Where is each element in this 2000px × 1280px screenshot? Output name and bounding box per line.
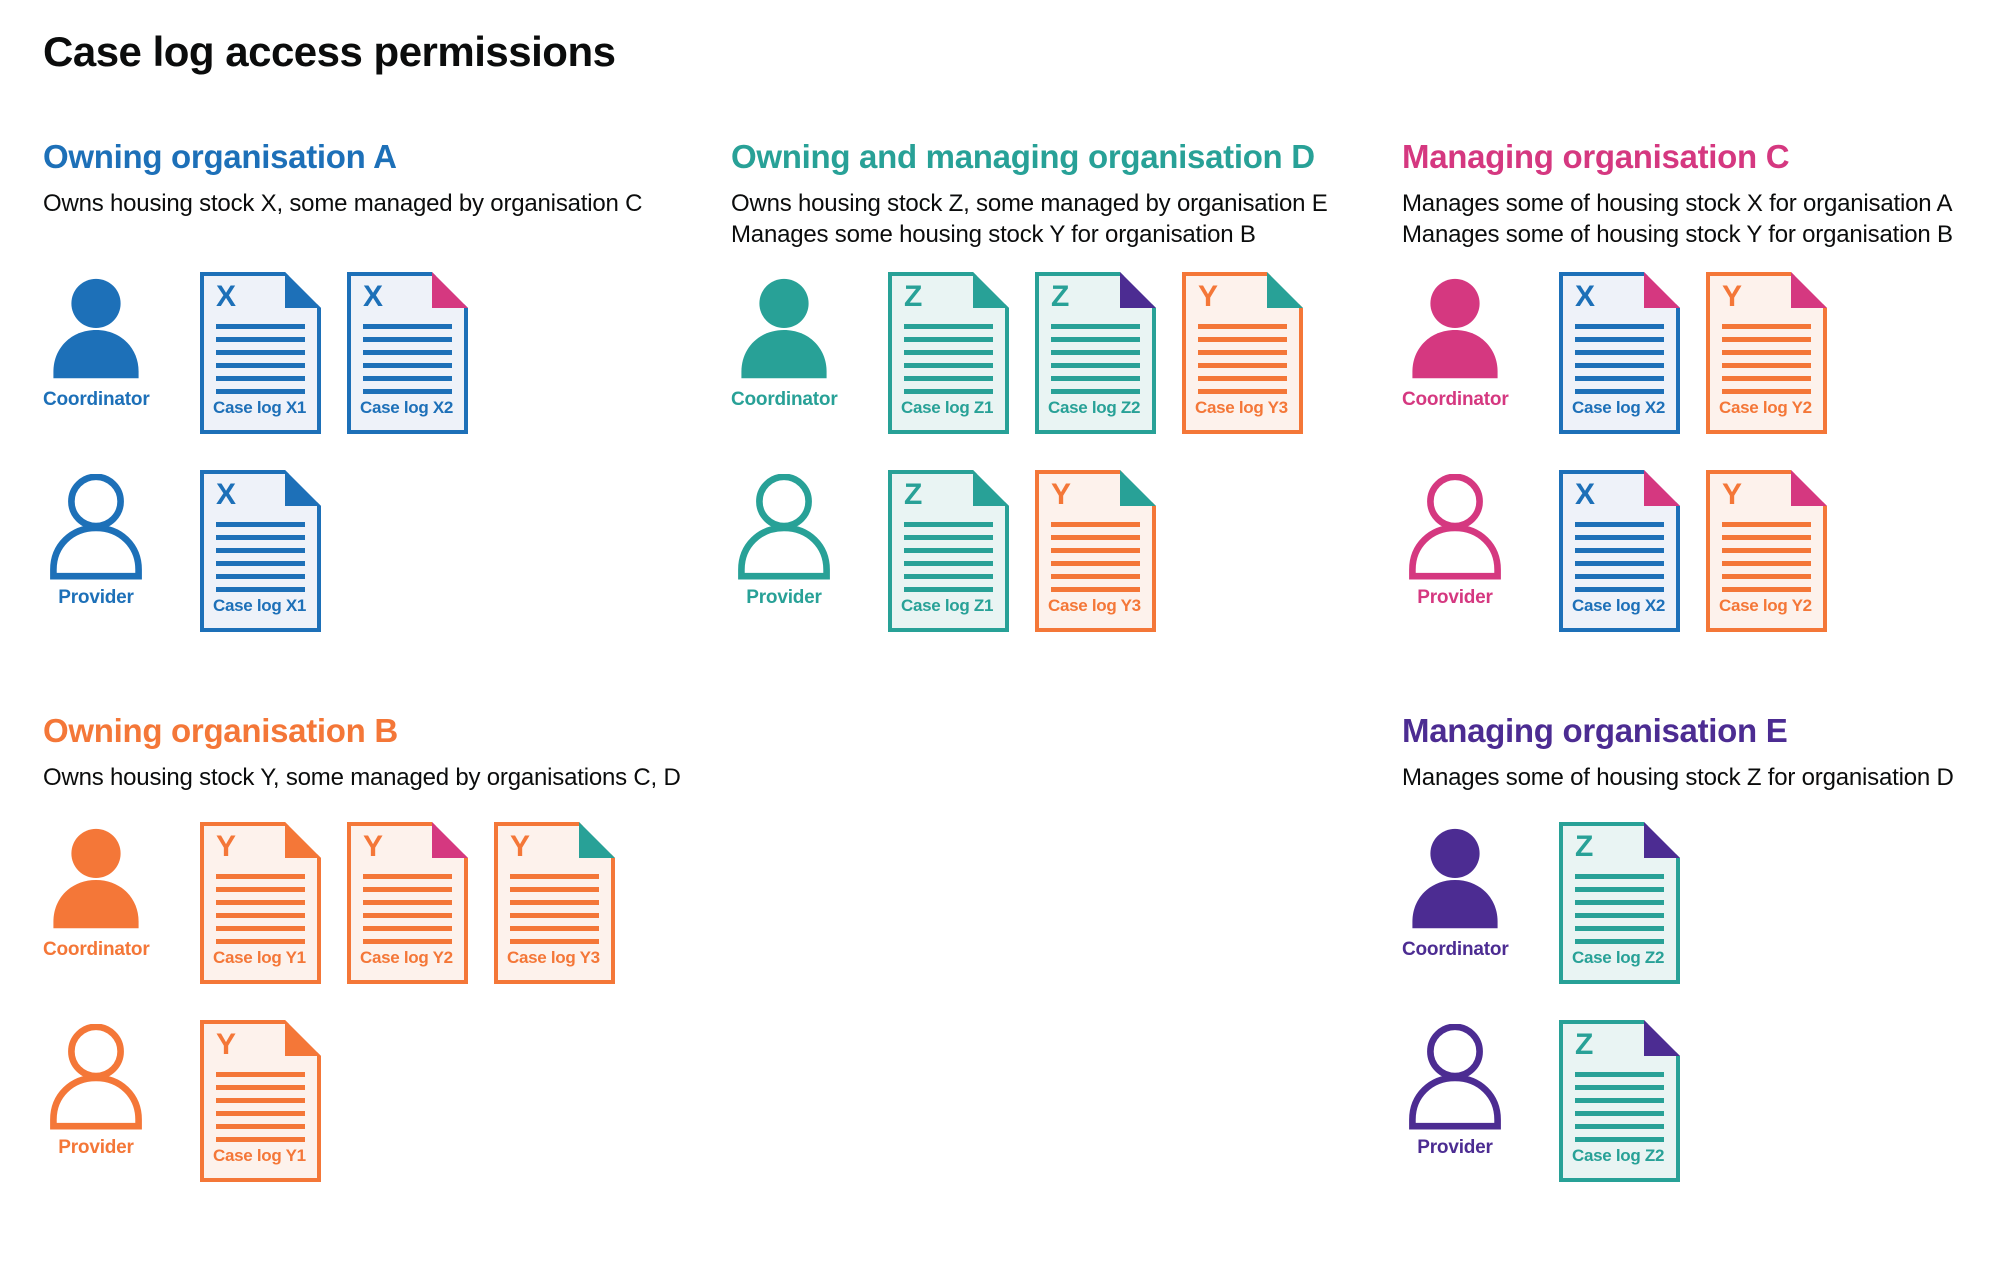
- document-lines-icon: [363, 874, 452, 944]
- document-lines-icon: [904, 324, 993, 394]
- section-heading: Owning and managing organisation D: [731, 138, 1315, 175]
- case-log-document: [347, 272, 468, 434]
- provider-person-icon: [1405, 1024, 1505, 1130]
- stock-letter: X: [216, 280, 237, 313]
- coordinator-cell: [1402, 822, 1559, 961]
- section-heading: Managing organisation C: [1402, 138, 1790, 175]
- stock-letter: Y: [216, 1028, 237, 1061]
- provider-person-icon: [1405, 474, 1505, 580]
- case-log-document: [347, 822, 468, 984]
- coordinator-row: [43, 272, 468, 434]
- person-block: [1402, 276, 1508, 411]
- role-label: Provider: [1417, 587, 1493, 608]
- case-log-document: [200, 1020, 321, 1182]
- section-heading: Owning organisation B: [43, 712, 398, 749]
- role-label: Coordinator: [43, 939, 150, 960]
- doc-list: [200, 1020, 321, 1182]
- stock-letter: Y: [1722, 478, 1743, 511]
- document-lines-icon: [1575, 874, 1664, 944]
- section-owning-organisation-a: [43, 138, 728, 615]
- document-lines-icon: [216, 324, 305, 394]
- case-log-document: [1182, 272, 1303, 434]
- doc-list: [200, 822, 615, 984]
- stock-letter: X: [363, 280, 384, 313]
- case-log-document: [1706, 272, 1827, 434]
- doc-list: [1559, 822, 1680, 984]
- stock-letter: X: [1575, 478, 1596, 511]
- provider-person-icon: [734, 474, 834, 580]
- person-block: [43, 474, 149, 609]
- case-log-label: Case log X1: [213, 596, 307, 615]
- doc-list: [200, 272, 468, 434]
- coordinator-person-icon: [1405, 276, 1505, 382]
- page-title: Case log access permissions: [43, 28, 616, 75]
- section-description: Manages some housing stock Y for organisation B: [731, 221, 1256, 248]
- provider-cell: [43, 1020, 200, 1159]
- provider-row: [1402, 1020, 1680, 1182]
- coordinator-person-icon: [734, 276, 834, 382]
- section-description: Manages some of housing stock Z for organisation D: [1402, 764, 1954, 791]
- doc-list: [200, 470, 321, 632]
- section-heading: Owning organisation A: [43, 138, 397, 175]
- person-block: [1402, 474, 1508, 609]
- case-log-label: Case log X2: [360, 398, 454, 417]
- case-log-document: [1559, 1020, 1680, 1182]
- document-lines-icon: [216, 522, 305, 592]
- role-label: Coordinator: [731, 389, 838, 410]
- case-log-label: Case log Z1: [901, 596, 994, 615]
- case-log-label: Case log X1: [213, 398, 307, 417]
- person-block: [731, 276, 837, 411]
- case-log-document: [1706, 470, 1827, 632]
- doc-list: [888, 272, 1303, 434]
- stock-letter: X: [1575, 280, 1596, 313]
- case-log-label: Case log Y1: [213, 1146, 306, 1165]
- case-log-document: [200, 470, 321, 632]
- provider-row: [43, 470, 321, 632]
- stock-letter: Z: [904, 280, 923, 313]
- stock-letter: Z: [1575, 1028, 1594, 1061]
- provider-person-icon: [46, 474, 146, 580]
- coordinator-row: [1402, 272, 1827, 434]
- provider-cell: [43, 470, 200, 609]
- case-log-document: [888, 272, 1009, 434]
- case-log-label: Case log Z1: [901, 398, 994, 417]
- case-log-label: Case log Z2: [1572, 1146, 1665, 1165]
- coordinator-cell: [731, 272, 888, 411]
- doc-list: [888, 470, 1156, 632]
- person-block: [1402, 1024, 1508, 1159]
- coordinator-cell: [43, 272, 200, 411]
- provider-row: [731, 470, 1156, 632]
- section-owning-organisation-b: [43, 712, 728, 1165]
- coordinator-person-icon: [1405, 826, 1505, 932]
- case-log-label: Case log Y3: [1048, 596, 1141, 615]
- case-log-label: Case log X2: [1572, 398, 1666, 417]
- document-lines-icon: [1575, 522, 1664, 592]
- person-block: [43, 826, 149, 961]
- stock-letter: Y: [510, 830, 531, 863]
- person-block: [43, 1024, 149, 1159]
- coordinator-person-icon: [46, 826, 146, 932]
- case-log-label: Case log Y1: [213, 948, 306, 967]
- document-lines-icon: [1198, 324, 1287, 394]
- document-lines-icon: [510, 874, 599, 944]
- document-lines-icon: [1575, 1072, 1664, 1142]
- section-heading: Managing organisation E: [1402, 712, 1788, 749]
- case-log-document: [1559, 470, 1680, 632]
- role-label: Provider: [58, 587, 134, 608]
- section-owning-managing-organisation-d: [731, 138, 1396, 615]
- case-log-label: Case log Y2: [1719, 596, 1812, 615]
- case-log-label: Case log Y3: [1195, 398, 1288, 417]
- coordinator-cell: [43, 822, 200, 961]
- document-lines-icon: [1051, 324, 1140, 394]
- doc-list: [1559, 272, 1827, 434]
- document-lines-icon: [1051, 522, 1140, 592]
- case-log-label: Case log Y2: [360, 948, 453, 967]
- section-managing-organisation-c: [1402, 138, 1997, 615]
- document-lines-icon: [216, 1072, 305, 1142]
- document-lines-icon: [363, 324, 452, 394]
- provider-person-icon: [46, 1024, 146, 1130]
- provider-row: [43, 1020, 321, 1182]
- provider-row: [1402, 470, 1827, 632]
- section-description: Manages some of housing stock X for organisation A: [1402, 190, 1953, 217]
- case-log-document: [1035, 272, 1156, 434]
- provider-cell: [1402, 470, 1559, 609]
- provider-cell: [731, 470, 888, 609]
- case-log-document: [888, 470, 1009, 632]
- doc-list: [1559, 470, 1827, 632]
- section-description: Owns housing stock X, some managed by organisation C: [43, 190, 643, 217]
- section-description: Manages some of housing stock Y for organisation B: [1402, 221, 1953, 248]
- role-label: Provider: [1417, 1137, 1493, 1158]
- coordinator-row: [731, 272, 1303, 434]
- case-log-label: Case log Y3: [507, 948, 600, 967]
- section-description: Owns housing stock Y, some managed by organisations C, D: [43, 764, 681, 791]
- coordinator-cell: [1402, 272, 1559, 411]
- case-log-label: Case log Y2: [1719, 398, 1812, 417]
- provider-cell: [1402, 1020, 1559, 1159]
- section-managing-organisation-e: [1402, 712, 1997, 1165]
- document-lines-icon: [1575, 324, 1664, 394]
- person-block: [731, 474, 837, 609]
- stock-letter: Z: [904, 478, 923, 511]
- document-lines-icon: [1722, 522, 1811, 592]
- role-label: Coordinator: [1402, 939, 1509, 960]
- role-label: Provider: [58, 1137, 134, 1158]
- role-label: Coordinator: [1402, 389, 1509, 410]
- coordinator-row: [1402, 822, 1680, 984]
- section-description: Owns housing stock Z, some managed by organisation E: [731, 190, 1328, 217]
- case-log-document: [200, 272, 321, 434]
- case-log-label: Case log Z2: [1572, 948, 1665, 967]
- case-log-label: Case log X2: [1572, 596, 1666, 615]
- case-log-document: [1559, 822, 1680, 984]
- case-log-document: [494, 822, 615, 984]
- stock-letter: Y: [363, 830, 384, 863]
- document-lines-icon: [1722, 324, 1811, 394]
- case-log-document: [200, 822, 321, 984]
- case-log-document: [1035, 470, 1156, 632]
- stock-letter: Z: [1575, 830, 1594, 863]
- stock-letter: Y: [1051, 478, 1072, 511]
- case-log-document: [1559, 272, 1680, 434]
- document-lines-icon: [216, 874, 305, 944]
- coordinator-row: [43, 822, 615, 984]
- stock-letter: Y: [1722, 280, 1743, 313]
- doc-list: [1559, 1020, 1680, 1182]
- document-lines-icon: [904, 522, 993, 592]
- stock-letter: Y: [216, 830, 237, 863]
- role-label: Coordinator: [43, 389, 150, 410]
- person-block: [43, 276, 149, 411]
- coordinator-person-icon: [46, 276, 146, 382]
- stock-letter: Z: [1051, 280, 1070, 313]
- stock-letter: Y: [1198, 280, 1219, 313]
- role-label: Provider: [746, 587, 822, 608]
- stock-letter: X: [216, 478, 237, 511]
- case-log-label: Case log Z2: [1048, 398, 1141, 417]
- person-block: [1402, 826, 1508, 961]
